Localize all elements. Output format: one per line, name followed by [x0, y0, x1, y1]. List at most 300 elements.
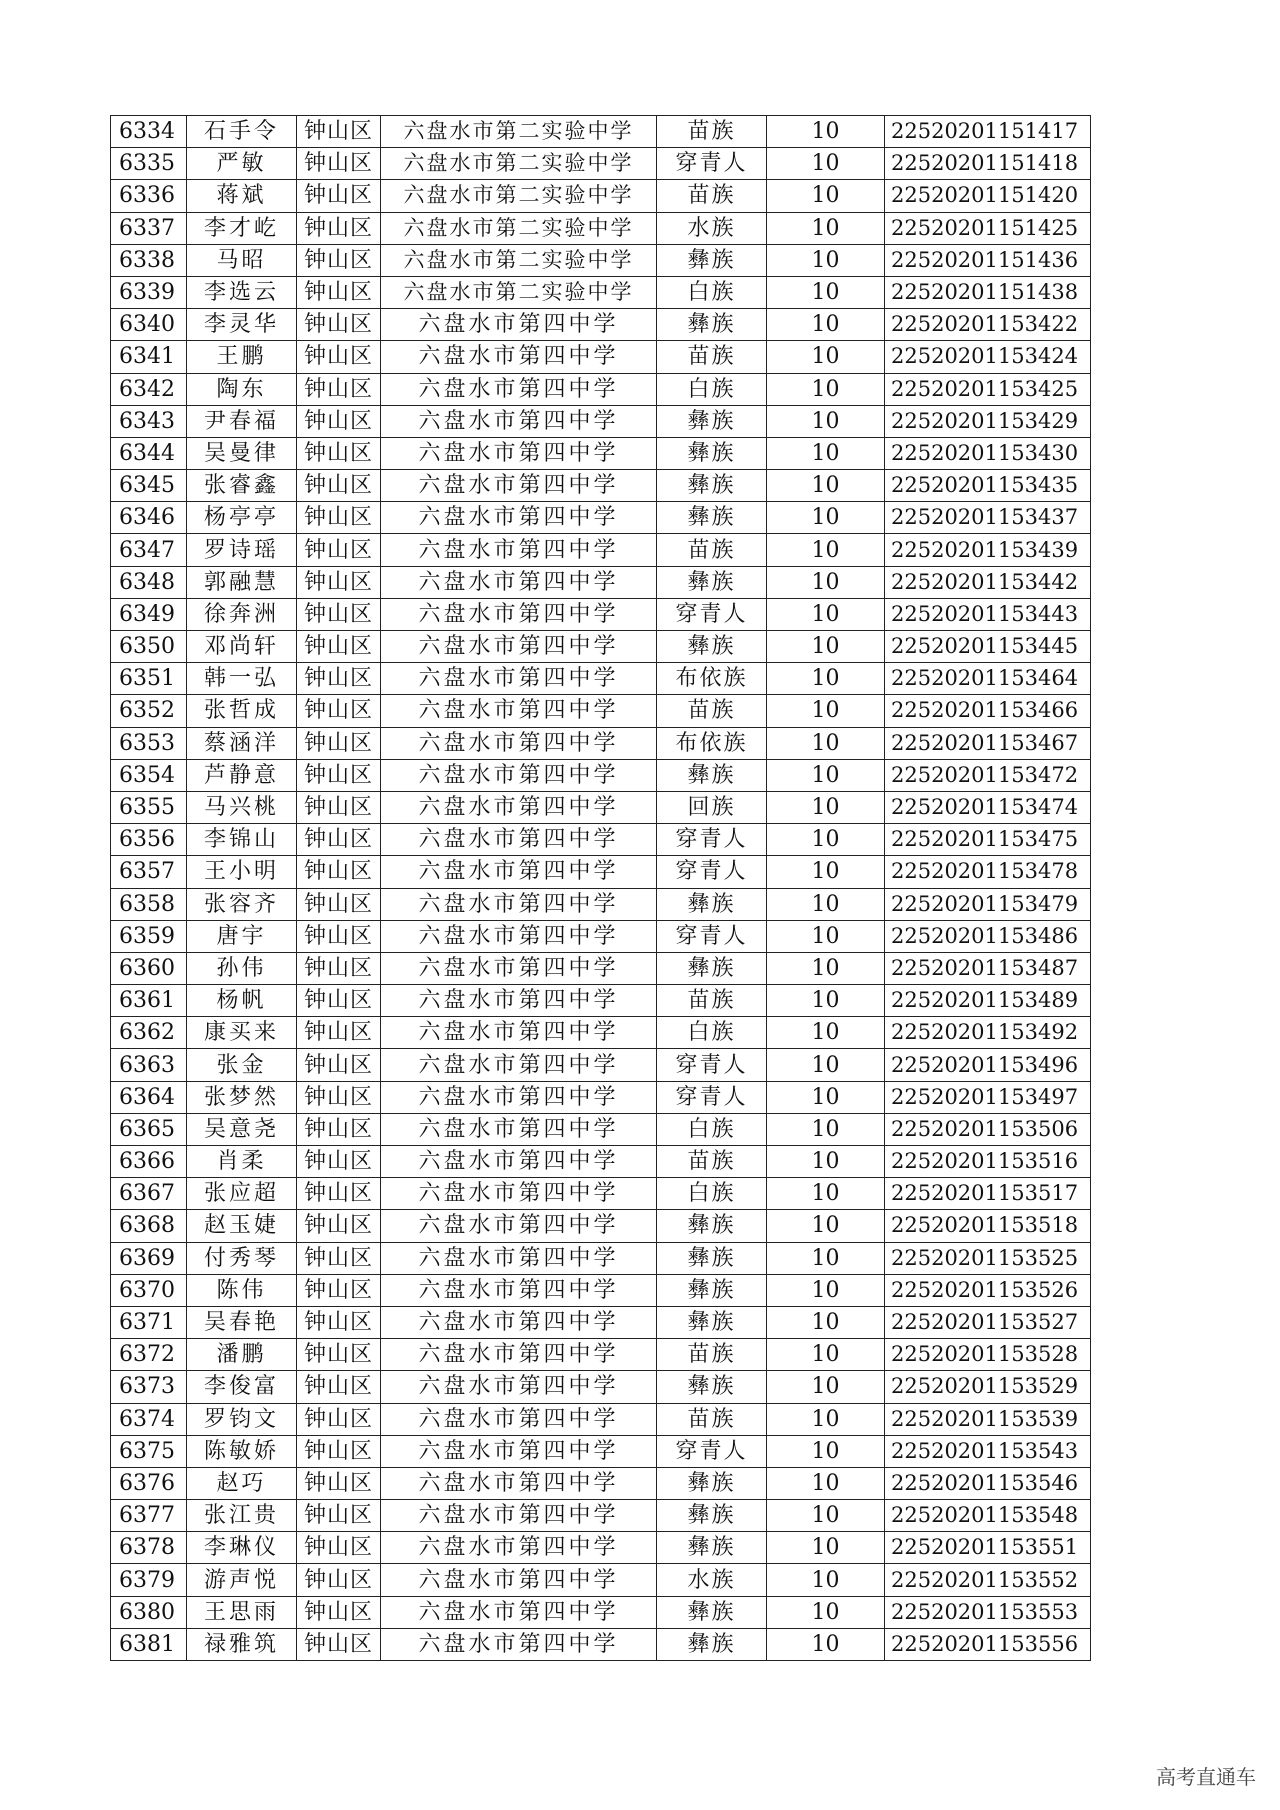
bonus-points-cell: 10 — [767, 566, 885, 598]
ethnicity-cell: 彝族 — [657, 952, 767, 984]
row-number-cell: 6379 — [111, 1564, 187, 1596]
school-cell: 六盘水市第四中学 — [381, 1403, 657, 1435]
ethnicity-cell: 彝族 — [657, 502, 767, 534]
exam-id-cell: 22520201153424 — [885, 341, 1091, 373]
bonus-points-cell: 10 — [767, 1113, 885, 1145]
bonus-points-cell: 10 — [767, 276, 885, 308]
row-number-cell: 6373 — [111, 1371, 187, 1403]
student-name-cell: 韩一弘 — [187, 663, 297, 695]
row-number-cell: 6348 — [111, 566, 187, 598]
row-number-cell: 6334 — [111, 116, 187, 148]
bonus-points-cell: 10 — [767, 1274, 885, 1306]
exam-id-cell: 22520201153516 — [885, 1146, 1091, 1178]
district-cell: 钟山区 — [297, 534, 381, 566]
student-name-cell: 张哲成 — [187, 695, 297, 727]
student-name-cell: 吴春艳 — [187, 1306, 297, 1338]
bonus-points-cell: 10 — [767, 341, 885, 373]
district-cell: 钟山区 — [297, 1242, 381, 1274]
district-cell: 钟山区 — [297, 1500, 381, 1532]
ethnicity-cell: 白族 — [657, 1017, 767, 1049]
row-number-cell: 6369 — [111, 1242, 187, 1274]
bonus-points-cell: 10 — [767, 888, 885, 920]
table-row — [111, 791, 1091, 823]
ethnicity-cell: 穿青人 — [657, 1049, 767, 1081]
bonus-points-cell: 10 — [767, 1403, 885, 1435]
row-number-cell: 6354 — [111, 759, 187, 791]
row-number-cell: 6371 — [111, 1306, 187, 1338]
bonus-points-cell: 10 — [767, 1435, 885, 1467]
table-row — [111, 502, 1091, 534]
table-row — [111, 824, 1091, 856]
ethnicity-cell: 苗族 — [657, 116, 767, 148]
ethnicity-cell: 穿青人 — [657, 1081, 767, 1113]
bonus-points-cell: 10 — [767, 1081, 885, 1113]
row-number-cell: 6377 — [111, 1500, 187, 1532]
student-name-cell: 肖柔 — [187, 1146, 297, 1178]
row-number-cell: 6335 — [111, 148, 187, 180]
exam-id-cell: 22520201153492 — [885, 1017, 1091, 1049]
ethnicity-cell: 彝族 — [657, 759, 767, 791]
ethnicity-cell: 苗族 — [657, 1403, 767, 1435]
bonus-points-cell: 10 — [767, 373, 885, 405]
school-cell: 六盘水市第四中学 — [381, 1017, 657, 1049]
ethnicity-cell: 穿青人 — [657, 824, 767, 856]
district-cell: 钟山区 — [297, 920, 381, 952]
table-row — [111, 1564, 1091, 1596]
ethnicity-cell: 白族 — [657, 1178, 767, 1210]
ethnicity-cell: 布依族 — [657, 663, 767, 695]
school-cell: 六盘水市第四中学 — [381, 373, 657, 405]
table-row — [111, 1081, 1091, 1113]
table-row — [111, 1242, 1091, 1274]
student-name-cell: 王小明 — [187, 856, 297, 888]
table-row — [111, 341, 1091, 373]
table-row — [111, 727, 1091, 759]
ethnicity-cell: 彝族 — [657, 1210, 767, 1242]
table-row — [111, 1628, 1091, 1660]
bonus-points-cell: 10 — [767, 1532, 885, 1564]
school-cell: 六盘水市第四中学 — [381, 1274, 657, 1306]
table-row — [111, 116, 1091, 148]
row-number-cell: 6351 — [111, 663, 187, 695]
exam-id-cell: 22520201153466 — [885, 695, 1091, 727]
school-cell: 六盘水市第四中学 — [381, 1178, 657, 1210]
district-cell: 钟山区 — [297, 1339, 381, 1371]
table-row — [111, 1274, 1091, 1306]
district-cell: 钟山区 — [297, 405, 381, 437]
district-cell: 钟山区 — [297, 1049, 381, 1081]
school-cell: 六盘水市第二实验中学 — [381, 244, 657, 276]
district-cell: 钟山区 — [297, 1178, 381, 1210]
school-cell: 六盘水市第二实验中学 — [381, 116, 657, 148]
school-cell: 六盘水市第四中学 — [381, 1081, 657, 1113]
school-cell: 六盘水市第四中学 — [381, 888, 657, 920]
row-number-cell: 6358 — [111, 888, 187, 920]
district-cell: 钟山区 — [297, 244, 381, 276]
student-name-cell: 蔡涵洋 — [187, 727, 297, 759]
district-cell: 钟山区 — [297, 631, 381, 663]
row-number-cell: 6349 — [111, 598, 187, 630]
district-cell: 钟山区 — [297, 1081, 381, 1113]
exam-id-cell: 22520201153475 — [885, 824, 1091, 856]
bonus-points-cell: 10 — [767, 309, 885, 341]
bonus-points-cell: 10 — [767, 180, 885, 212]
bonus-points-cell: 10 — [767, 502, 885, 534]
district-cell: 钟山区 — [297, 598, 381, 630]
exam-id-cell: 22520201153548 — [885, 1500, 1091, 1532]
row-number-cell: 6350 — [111, 631, 187, 663]
school-cell: 六盘水市第四中学 — [381, 1146, 657, 1178]
table-row — [111, 212, 1091, 244]
bonus-points-cell: 10 — [767, 244, 885, 276]
row-number-cell: 6378 — [111, 1532, 187, 1564]
row-number-cell: 6380 — [111, 1596, 187, 1628]
district-cell: 钟山区 — [297, 1403, 381, 1435]
exam-id-cell: 22520201153525 — [885, 1242, 1091, 1274]
district-cell: 钟山区 — [297, 1467, 381, 1499]
student-name-cell: 尹春福 — [187, 405, 297, 437]
ethnicity-cell: 穿青人 — [657, 598, 767, 630]
table-row — [111, 276, 1091, 308]
bonus-points-cell: 10 — [767, 148, 885, 180]
exam-id-cell: 22520201153528 — [885, 1339, 1091, 1371]
exam-id-cell: 22520201153472 — [885, 759, 1091, 791]
student-name-cell: 吴意尧 — [187, 1113, 297, 1145]
bonus-points-cell: 10 — [767, 985, 885, 1017]
bonus-points-cell: 10 — [767, 1049, 885, 1081]
table-row — [111, 1178, 1091, 1210]
school-cell: 六盘水市第四中学 — [381, 309, 657, 341]
district-cell: 钟山区 — [297, 759, 381, 791]
exam-id-cell: 22520201153527 — [885, 1306, 1091, 1338]
ethnicity-cell: 布依族 — [657, 727, 767, 759]
student-table — [110, 115, 1091, 1661]
ethnicity-cell: 白族 — [657, 276, 767, 308]
bonus-points-cell: 10 — [767, 1596, 885, 1628]
row-number-cell: 6361 — [111, 985, 187, 1017]
table-row — [111, 534, 1091, 566]
row-number-cell: 6360 — [111, 952, 187, 984]
table-body — [111, 116, 1091, 1661]
ethnicity-cell: 彝族 — [657, 1532, 767, 1564]
table-row — [111, 920, 1091, 952]
school-cell: 六盘水市第四中学 — [381, 727, 657, 759]
table-row — [111, 856, 1091, 888]
school-cell: 六盘水市第四中学 — [381, 1339, 657, 1371]
bonus-points-cell: 10 — [767, 663, 885, 695]
bonus-points-cell: 10 — [767, 1371, 885, 1403]
student-name-cell: 邓尚轩 — [187, 631, 297, 663]
school-cell: 六盘水市第四中学 — [381, 791, 657, 823]
district-cell: 钟山区 — [297, 566, 381, 598]
row-number-cell: 6353 — [111, 727, 187, 759]
district-cell: 钟山区 — [297, 1596, 381, 1628]
student-name-cell: 李锦山 — [187, 824, 297, 856]
school-cell: 六盘水市第四中学 — [381, 1210, 657, 1242]
row-number-cell: 6340 — [111, 309, 187, 341]
table-row — [111, 1467, 1091, 1499]
student-name-cell: 赵玉婕 — [187, 1210, 297, 1242]
district-cell: 钟山区 — [297, 824, 381, 856]
bonus-points-cell: 10 — [767, 824, 885, 856]
table-row — [111, 1049, 1091, 1081]
student-name-cell: 康买来 — [187, 1017, 297, 1049]
table-row — [111, 373, 1091, 405]
student-name-cell: 郭融慧 — [187, 566, 297, 598]
student-name-cell: 李才屹 — [187, 212, 297, 244]
table-row — [111, 1210, 1091, 1242]
student-name-cell: 芦静意 — [187, 759, 297, 791]
row-number-cell: 6372 — [111, 1339, 187, 1371]
bonus-points-cell: 10 — [767, 116, 885, 148]
district-cell: 钟山区 — [297, 695, 381, 727]
exam-id-cell: 22520201153439 — [885, 534, 1091, 566]
row-number-cell: 6356 — [111, 824, 187, 856]
exam-id-cell: 22520201153474 — [885, 791, 1091, 823]
student-name-cell: 严敏 — [187, 148, 297, 180]
student-name-cell: 张金 — [187, 1049, 297, 1081]
school-cell: 六盘水市第四中学 — [381, 1628, 657, 1660]
school-cell: 六盘水市第四中学 — [381, 631, 657, 663]
district-cell: 钟山区 — [297, 1306, 381, 1338]
bonus-points-cell: 10 — [767, 1178, 885, 1210]
district-cell: 钟山区 — [297, 1017, 381, 1049]
ethnicity-cell: 苗族 — [657, 180, 767, 212]
exam-id-cell: 22520201153464 — [885, 663, 1091, 695]
table-row — [111, 663, 1091, 695]
bonus-points-cell: 10 — [767, 856, 885, 888]
bonus-points-cell: 10 — [767, 1467, 885, 1499]
ethnicity-cell: 苗族 — [657, 1339, 767, 1371]
ethnicity-cell: 苗族 — [657, 695, 767, 727]
district-cell: 钟山区 — [297, 1371, 381, 1403]
student-name-cell: 李选云 — [187, 276, 297, 308]
row-number-cell: 6375 — [111, 1435, 187, 1467]
school-cell: 六盘水市第四中学 — [381, 1435, 657, 1467]
school-cell: 六盘水市第四中学 — [381, 1500, 657, 1532]
student-name-cell: 李琳仪 — [187, 1532, 297, 1564]
row-number-cell: 6357 — [111, 856, 187, 888]
row-number-cell: 6370 — [111, 1274, 187, 1306]
district-cell: 钟山区 — [297, 148, 381, 180]
table-row — [111, 180, 1091, 212]
school-cell: 六盘水市第四中学 — [381, 1306, 657, 1338]
school-cell: 六盘水市第四中学 — [381, 1242, 657, 1274]
student-name-cell: 张梦然 — [187, 1081, 297, 1113]
district-cell: 钟山区 — [297, 791, 381, 823]
ethnicity-cell: 水族 — [657, 1564, 767, 1596]
row-number-cell: 6342 — [111, 373, 187, 405]
ethnicity-cell: 苗族 — [657, 1146, 767, 1178]
district-cell: 钟山区 — [297, 1564, 381, 1596]
exam-id-cell: 22520201153546 — [885, 1467, 1091, 1499]
row-number-cell: 6338 — [111, 244, 187, 276]
bonus-points-cell: 10 — [767, 1210, 885, 1242]
table-row — [111, 437, 1091, 469]
school-cell: 六盘水市第四中学 — [381, 470, 657, 502]
district-cell: 钟山区 — [297, 1274, 381, 1306]
row-number-cell: 6337 — [111, 212, 187, 244]
table-row — [111, 1435, 1091, 1467]
exam-id-cell: 22520201153435 — [885, 470, 1091, 502]
exam-id-cell: 22520201151418 — [885, 148, 1091, 180]
row-number-cell: 6362 — [111, 1017, 187, 1049]
exam-id-cell: 22520201153429 — [885, 405, 1091, 437]
school-cell: 六盘水市第四中学 — [381, 1049, 657, 1081]
bonus-points-cell: 10 — [767, 437, 885, 469]
ethnicity-cell: 苗族 — [657, 341, 767, 373]
table-row — [111, 1113, 1091, 1145]
school-cell: 六盘水市第四中学 — [381, 1564, 657, 1596]
row-number-cell: 6365 — [111, 1113, 187, 1145]
bonus-points-cell: 10 — [767, 212, 885, 244]
exam-id-cell: 22520201153517 — [885, 1178, 1091, 1210]
row-number-cell: 6345 — [111, 470, 187, 502]
row-number-cell: 6359 — [111, 920, 187, 952]
row-number-cell: 6381 — [111, 1628, 187, 1660]
ethnicity-cell: 穿青人 — [657, 920, 767, 952]
row-number-cell: 6352 — [111, 695, 187, 727]
student-name-cell: 李灵华 — [187, 309, 297, 341]
ethnicity-cell: 彝族 — [657, 1306, 767, 1338]
exam-id-cell: 22520201153552 — [885, 1564, 1091, 1596]
district-cell: 钟山区 — [297, 727, 381, 759]
district-cell: 钟山区 — [297, 985, 381, 1017]
exam-id-cell: 22520201153506 — [885, 1113, 1091, 1145]
school-cell: 六盘水市第四中学 — [381, 985, 657, 1017]
row-number-cell: 6363 — [111, 1049, 187, 1081]
table-row — [111, 1403, 1091, 1435]
ethnicity-cell: 彝族 — [657, 888, 767, 920]
ethnicity-cell: 穿青人 — [657, 1435, 767, 1467]
bonus-points-cell: 10 — [767, 1339, 885, 1371]
exam-id-cell: 22520201153496 — [885, 1049, 1091, 1081]
bonus-points-cell: 10 — [767, 791, 885, 823]
row-number-cell: 6344 — [111, 437, 187, 469]
table-row — [111, 1339, 1091, 1371]
table-row — [111, 1306, 1091, 1338]
school-cell: 六盘水市第二实验中学 — [381, 180, 657, 212]
school-cell: 六盘水市第四中学 — [381, 1113, 657, 1145]
district-cell: 钟山区 — [297, 888, 381, 920]
exam-id-cell: 22520201151420 — [885, 180, 1091, 212]
ethnicity-cell: 彝族 — [657, 1274, 767, 1306]
exam-id-cell: 22520201153489 — [885, 985, 1091, 1017]
school-cell: 六盘水市第四中学 — [381, 1467, 657, 1499]
district-cell: 钟山区 — [297, 1146, 381, 1178]
table-row — [111, 598, 1091, 630]
school-cell: 六盘水市第四中学 — [381, 856, 657, 888]
ethnicity-cell: 彝族 — [657, 1596, 767, 1628]
ethnicity-cell: 白族 — [657, 373, 767, 405]
school-cell: 六盘水市第四中学 — [381, 695, 657, 727]
ethnicity-cell: 苗族 — [657, 985, 767, 1017]
exam-id-cell: 22520201151438 — [885, 276, 1091, 308]
school-cell: 六盘水市第四中学 — [381, 663, 657, 695]
ethnicity-cell: 苗族 — [657, 534, 767, 566]
school-cell: 六盘水市第四中学 — [381, 1371, 657, 1403]
table-row — [111, 1017, 1091, 1049]
table-row — [111, 952, 1091, 984]
row-number-cell: 6366 — [111, 1146, 187, 1178]
student-name-cell: 赵巧 — [187, 1467, 297, 1499]
bonus-points-cell: 10 — [767, 631, 885, 663]
exam-id-cell: 22520201151436 — [885, 244, 1091, 276]
ethnicity-cell: 彝族 — [657, 470, 767, 502]
exam-id-cell: 22520201153529 — [885, 1371, 1091, 1403]
student-name-cell: 陶东 — [187, 373, 297, 405]
exam-id-cell: 22520201153478 — [885, 856, 1091, 888]
ethnicity-cell: 穿青人 — [657, 148, 767, 180]
district-cell: 钟山区 — [297, 1435, 381, 1467]
ethnicity-cell: 彝族 — [657, 631, 767, 663]
bonus-points-cell: 10 — [767, 470, 885, 502]
exam-id-cell: 22520201153437 — [885, 502, 1091, 534]
school-cell: 六盘水市第二实验中学 — [381, 276, 657, 308]
exam-id-cell: 22520201153539 — [885, 1403, 1091, 1435]
district-cell: 钟山区 — [297, 341, 381, 373]
district-cell: 钟山区 — [297, 856, 381, 888]
district-cell: 钟山区 — [297, 1532, 381, 1564]
bonus-points-cell: 10 — [767, 695, 885, 727]
exam-id-cell: 22520201153425 — [885, 373, 1091, 405]
exam-id-cell: 22520201153467 — [885, 727, 1091, 759]
row-number-cell: 6347 — [111, 534, 187, 566]
exam-id-cell: 22520201153479 — [885, 888, 1091, 920]
row-number-cell: 6368 — [111, 1210, 187, 1242]
row-number-cell: 6364 — [111, 1081, 187, 1113]
exam-id-cell: 22520201153445 — [885, 631, 1091, 663]
row-number-cell: 6374 — [111, 1403, 187, 1435]
school-cell: 六盘水市第四中学 — [381, 502, 657, 534]
school-cell: 六盘水市第四中学 — [381, 341, 657, 373]
school-cell: 六盘水市第四中学 — [381, 824, 657, 856]
student-name-cell: 马昭 — [187, 244, 297, 276]
ethnicity-cell: 白族 — [657, 1113, 767, 1145]
table-row — [111, 148, 1091, 180]
student-name-cell: 孙伟 — [187, 952, 297, 984]
school-cell: 六盘水市第四中学 — [381, 952, 657, 984]
school-cell: 六盘水市第四中学 — [381, 1532, 657, 1564]
exam-id-cell: 22520201153526 — [885, 1274, 1091, 1306]
row-number-cell: 6343 — [111, 405, 187, 437]
student-name-cell: 张应超 — [187, 1178, 297, 1210]
table-row — [111, 985, 1091, 1017]
district-cell: 钟山区 — [297, 212, 381, 244]
student-name-cell: 张江贵 — [187, 1500, 297, 1532]
student-name-cell: 陈伟 — [187, 1274, 297, 1306]
bonus-points-cell: 10 — [767, 1628, 885, 1660]
school-cell: 六盘水市第四中学 — [381, 437, 657, 469]
table-row — [111, 888, 1091, 920]
school-cell: 六盘水市第二实验中学 — [381, 148, 657, 180]
row-number-cell: 6336 — [111, 180, 187, 212]
ethnicity-cell: 彝族 — [657, 1371, 767, 1403]
student-name-cell: 马兴桃 — [187, 791, 297, 823]
table-row — [111, 244, 1091, 276]
exam-id-cell: 22520201153430 — [885, 437, 1091, 469]
exam-id-cell: 22520201151425 — [885, 212, 1091, 244]
school-cell: 六盘水市第二实验中学 — [381, 212, 657, 244]
exam-id-cell: 22520201153543 — [885, 1435, 1091, 1467]
row-number-cell: 6346 — [111, 502, 187, 534]
student-name-cell: 唐宇 — [187, 920, 297, 952]
student-name-cell: 潘鹏 — [187, 1339, 297, 1371]
row-number-cell: 6355 — [111, 791, 187, 823]
bonus-points-cell: 10 — [767, 1500, 885, 1532]
bonus-points-cell: 10 — [767, 1242, 885, 1274]
student-name-cell: 杨亭亭 — [187, 502, 297, 534]
